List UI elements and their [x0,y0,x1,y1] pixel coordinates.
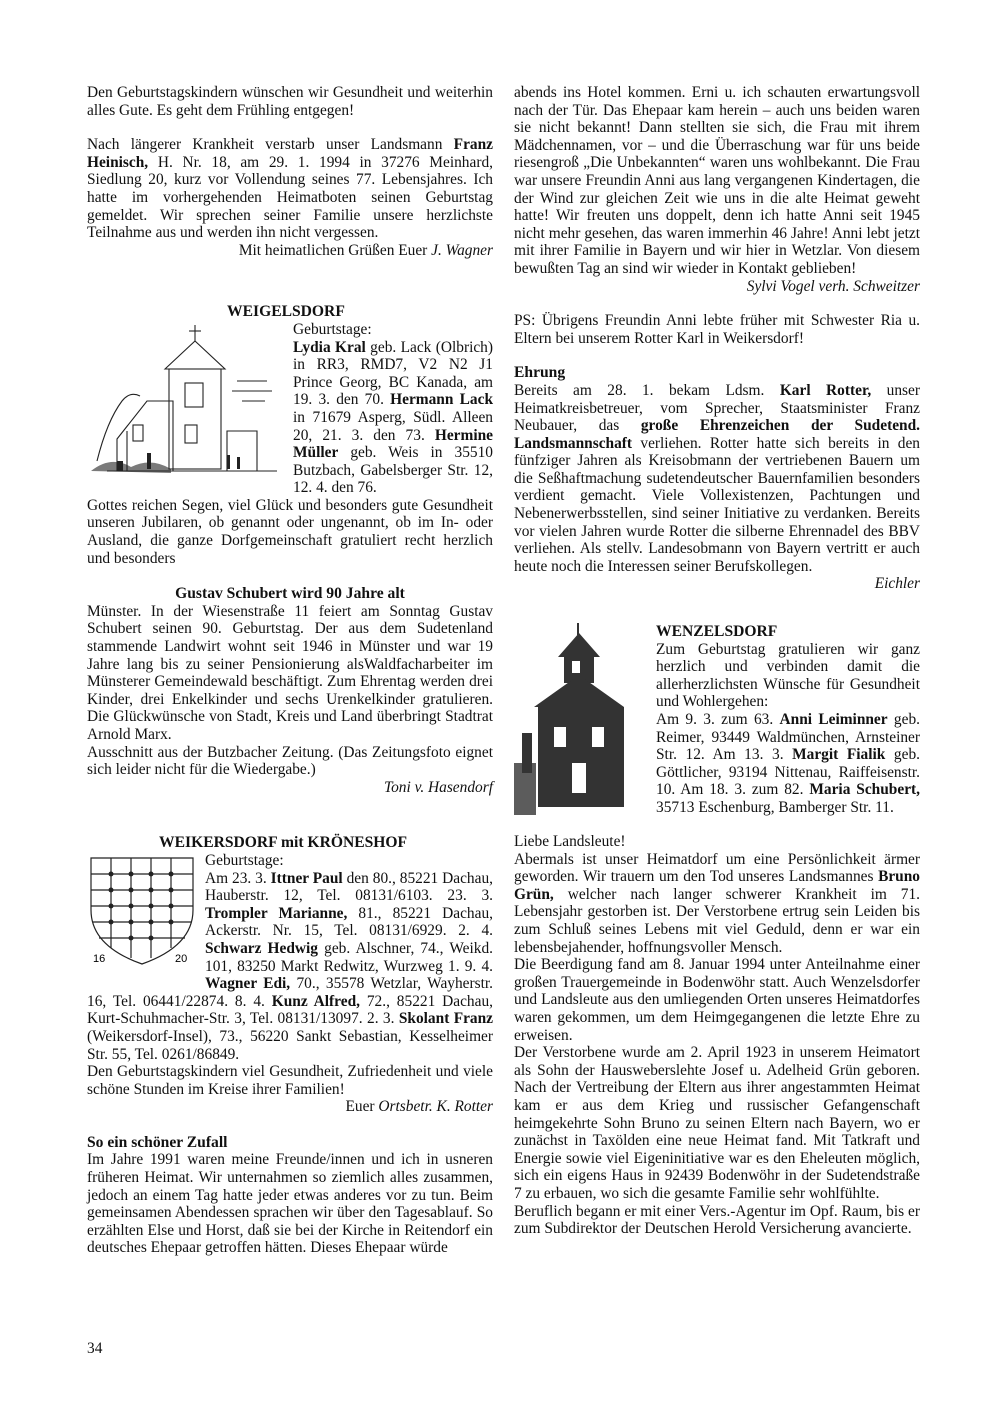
weigelsdorf-birthdays: Lydia Kral geb. Lack (Olbrich) in RR3, RMD7, V2 N2 J1 Prince Georg, BC Kanada, am 19. 3. den 70. Hermann Lack in 71679 Asperg, Südl. Alleen 20, 21. 3. den 73. Hermine Müller geb. Weis in 35510 Butzbach, Gabelsberger Str. 12, 12. 4. den 76. [293,338,494,497]
weigelsdorf-title: WEIGELSDORF [227,303,345,321]
obituary-heinisch: Nach längerer Krankheit verstarb unser Landsmann Franz Heinisch, H. Nr. 18, am 29. 1. 1994 in 37276 Meinhard, Siedlung 20, kurz vor Vollendung seines 77. Lebensjahres. Ich hatte im vorhergehenden Heimatboten seinen Geburtstag gemeldet. Wir sprechen seiner Familie unsere herzlichste Teilnahme aus und werden ihn nicht vergessen. [87,136,493,242]
wenzelsdorf-title: WENZELSDORF [656,623,778,641]
obituary-gruen-3: Der Verstorbene wurde am 2. April 1923 in unserem Heimatort als Sohn der Hausweberslehte Josef u. Adelheid Grün geboren. Nach der Vertreibung der Eltern aus ihrer angestammten Heimat kam er aus dem Krieg und russischer Gefangenschaft heimgekehrte Sohn Bruno zu seinen Eltern nach Bayern, wo er zunächst in Taxölden eine neue Heimat fand. Mit Tatkraft und Energie sowie viel Eigeninitiative war es den Eheleuten möglich, sich ein eigens Haus in 92439 Bodenwöhr in der Sudetendstraße 7 zu erbauen, wo sich die gesamte Familie sehr wohlfühlte. [514,1044,920,1202]
weikersdorf-wishes: Den Geburtstagskindern viel Gesundheit, Zufriedenheit und viele schöne Stunden im Kreise ihrer Familien! [87,1063,493,1098]
gustav-title: Gustav Schubert wird 90 Jahre alt [175,585,405,603]
zufall-continued: abends ins Hotel kommen. Erni u. ich schauten erwartungsvoll nach der Tür. Das Ehepaar kam herein – auch uns beiden waren sie nicht bekannt! Dann stellten sie sich, die Frau mit ihrem Mädchennamen, vor – und die Überraschung war für uns beide riesengroß „Die Unbekannten“ waren uns wohlbekannt. Die Frau war unsere Freundin Anni aus lang vergangenen Kindertagen, die der Wind zur gleichen Zeit wie uns in die alte Heimat geweht hatte! Wir freuten uns doppelt, denn ich hatte Anni seit 1945 nicht mehr gesehen, das waren immerhin 46 Jahre! Anni lebt jetzt mit ihrer Familie in Bayern und wir hier in Wetzlar. Von diesem bewußten Tag an sind wir wieder in Kontakt geblieben! [514,84,920,277]
gustav-text: Münster. In der Wiesenstraße 11 feiert am Sonntag Gustav Schubert seinen 90. Geburtstag. Der aus dem Sudetenland stammende Landwirt wohnt seit 1946 in Münster und war 19 Jahre lang bis zu seiner Pensionierung alsWaldfacharbeiter im Münsterer Gemeindewald beschäftigt. Zum Ehrentag werden drei Kinder, drei Enkelkinder und sechs Urenkelkinder gratulieren. Die Glückwünsche von Stadt, Kreis und Land überbringt Stadtrat Arnold Marx. [87,602,493,743]
weikersdorf-section [87,834,493,1116]
gustav-note: Ausschnitt aus der Butzbacher Zeitung. (Das Zeitungsfoto eignet sich leider nicht für die Wiedergabe.) [87,743,493,779]
weikersdorf-birthdays: Am 23. 3. Ittner Paul den 80., 85221 Dachau, Hauberstr. 12, Tel. 08131/6103. 23. 3. Trompler Marianne, 81., 85221 Dachau, Ackerstr. Nr. 15, Tel. 08131/6929. 2. 4. Schwarz Hedwig geb. Alschner, 74., Weikd. 101, 83250 Markt Redwitz, Wurzweg 1. 9. 4. Wagner Edi, 70., 35578 Wetzlar, Wayherstr. 16, Tel. 06441/22874. 8. 4. Kunz Alfred, 72., 85221 Dachau, Kurt-Schuhmacher-Str. 3, Tel. 08131/13097. 2. 3. Skolant Franz (Weikersdorf-Insel), 73., 56220 Sankt Sebastian, Kesselheimer Str. 55, Tel. 0261/86849. [87,869,494,1063]
weikersdorf-signature: Euer Ortsbetr. K. Rotter [345,1098,493,1116]
weikersdorf-subheading: Geburtstage: [205,851,284,869]
gustav-signature: Toni v. Hasendorf [383,778,493,796]
obituary-gruen-1: Abermals ist unser Heimatdorf um eine Persönlichkeit ärmer geworden. Wir trauern um den Tod unseres Landsmannes Bruno Grün, welcher nach langer schwerer Krankheit im 71. Lebensjahr gestorben ist. Der Verstorbene ertrug sein Leiden bis zum Schluß seines Lebens mit viel Geduld, denn er war ein lebensbejahender, hoffnungsvoller Mensch. [514,850,920,956]
obituary-gruen-2: Die Beerdigung fand am 8. Januar 1994 unter Anteilnahme einer großen Trauergemeinde in Bodenwöhr statt. Auch Wenzelsdorfer und Landsleute aus den umliegenden Orten unseres Heimatdorfes waren gekommen, um dem Heimgegangenen die letzte Ehre zu erweisen. [514,956,920,1044]
left-column [87,84,493,1257]
salutation: Liebe Landsleute! [514,833,626,851]
wenzelsdorf-birthdays: Am 9. 3. zum 63. Anni Leiminner geb. Reimer, 93449 Waldmünchen, Arnsteiner Str. 12. Am 13. 3. Margit Fialik geb. Göttlicher, 93194 Nittenau, Raiffeisenstr. 10. Am 18. 3. zum 82. Maria Schubert, 35713 Eschenburg, Bamberger Str. 11. [656,711,921,816]
wenzelsdorf-intro: Zum Geburtstag gratulieren wir ganz herzlich und verbinden damit die allerherzlichsten Wünsche für Gesundheit und Wohlergehen: [656,640,920,711]
weikersdorf-title: WEIKERSDORF mit KRÖNESHOF [159,834,408,852]
shield-year-left: 16 [93,952,106,965]
zufall-title: So ein schöner Zufall [87,1133,228,1151]
wenzelsdorf-section [514,623,920,817]
ehrung-signature: Eichler [874,575,920,593]
signature-wagner: Mit heimatlichen Grüßen Euer J. Wagner [238,241,493,259]
weigelsdorf-subheading: Geburtstage: [293,320,372,338]
obituary-gruen-4: Beruflich begann er mit einer Vers.-Agentur im Opf. Raum, bis er zum Subdirektor der Deutschen Herold Versicherung avancierte. [514,1202,920,1238]
coat-of-arms [87,852,199,974]
page-number: 34 [87,1340,103,1357]
ehrung-text: Bereits am 28. 1. bekam Ldsm. Karl Rotter, unser Heimatkreisbetreuer, vom Sprecher, Staatsminister Franz Neubauer, das große Ehrenzeichen der Sudetend. Landsmannschaft verliehen. Rotter hatte sich bereits in den fünfziger Jahren als Kreisobmann der vertriebenen Bauern um die Seßhaftmachung sudetendeutscher Bauernfamilien besonders verdient gemacht. Viele Vollexistenzen, Pachtungen und Nebenerwerbsstellen, sind seiner Initiative zu verdanken. Bereits vor vielen Jahren wurde Rotter die silberne Ehrennadel des BBV verliehen. Als stellv. Landesobmann von Bayern vertritt er auch heute noch die Interessen seiner Berufskollegen. [514,381,921,575]
name-heinisch: Franz Heinisch, [87,136,493,171]
ehrung-title: Ehrung [514,364,566,382]
birthday-intro: Den Geburtstagskindern wünschen wir Gesundheit und weiterhin alles Gute. Es geht dem Frühling entgegen! [87,84,493,119]
zufall-signature: Sylvi Vogel verh. Schweitzer [746,277,920,295]
chapel-photo [514,623,648,815]
church-illustration [87,321,287,479]
postscript: PS: Übrigens Freundin Anni lebte früher mit Schwester Ria u. Eltern bei unserem Rotter Karl in Weikersdorf! [514,312,920,347]
right-column [514,84,920,1238]
zufall-text: Im Jahre 1991 waren meine Freunde/innen und ich in usneren früheren Heimat. Wir unternahmen so ziemlich alles zusammen, jedoch an einem Tag hatte jeder etwas anderes vor zu tun. Beim gemeinsamen Abendessen sprachen wir über den Tagesablauf. So erzählten Else und Horst, daß sie bei der Kirche in Reitendorf ein deutsches Ehepaar getroffen hätten. Dieses Ehepaar würde [87,1151,493,1257]
weigelsdorf-wishes: Gottes reichen Segen, viel Glück und besonders gute Gesundheit unseren Jubilaren, ob genannt oder ungenannt, ob im In- oder Ausland, die ganze Dorfgemeinschaft gratuliert recht herzlich und besonders [87,496,493,567]
shield-year-right: 20 [175,952,188,965]
weigelsdorf-section [87,303,493,567]
